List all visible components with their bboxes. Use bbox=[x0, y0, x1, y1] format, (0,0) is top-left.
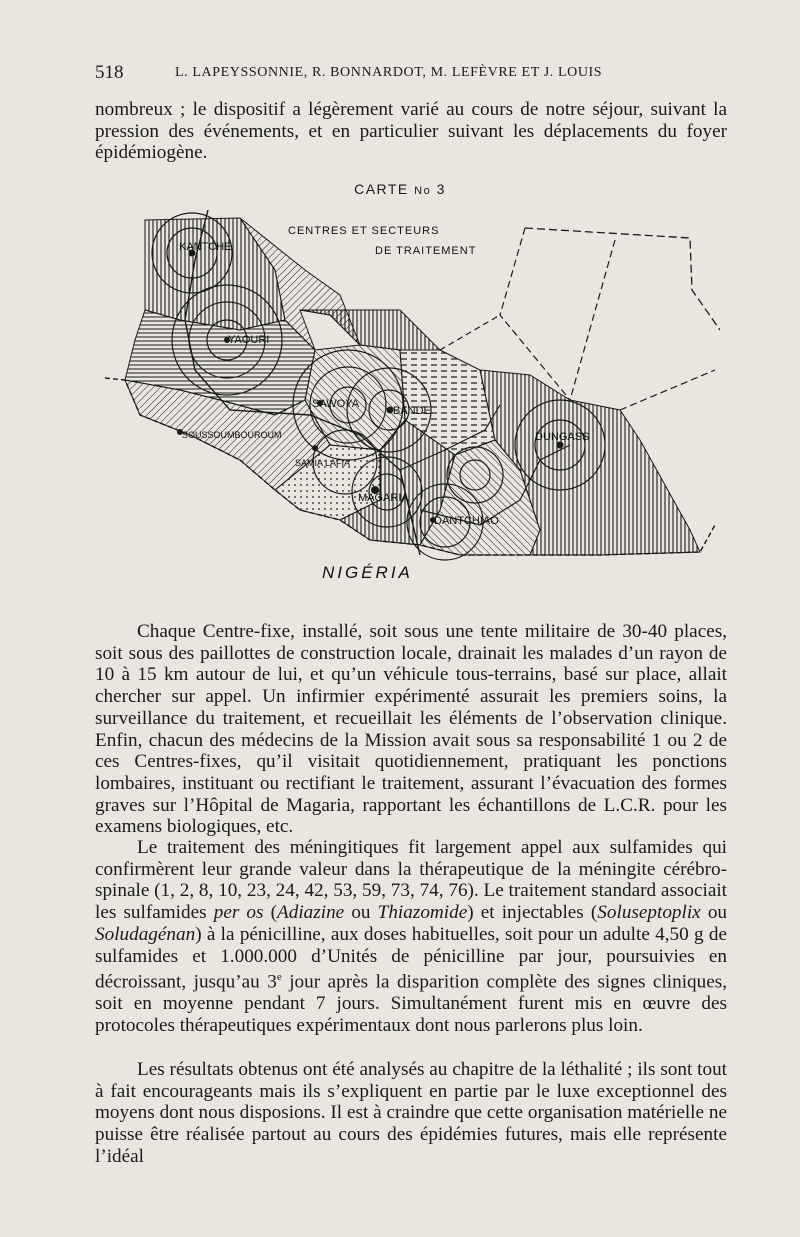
page-number: 518 bbox=[95, 62, 124, 83]
paragraph-2: Chaque Centre-fixe, installé, soit sous une tente militaire de 30-40 places, soit sous des paillottes de construction locale, drainait les malades d’un rayon de 10 à 15 km autour de lui, et qu’un véhicule tous-terrains, basé sur place, allait chercher sur appel. Un infirmier expérimenté assurait les premiers soins, la surveillance du traitement, et recueillait les éléments de l’observation clinique. Enfin, chacun des médecins de la Mission avait sous sa responsabilité 1 ou 2 de ces Centres-fixes, qu’il visitait quotidiennement, pratiquant les ponctions lombaires, instituant ou rectifiant le traitement, assurant l’évacuation des formes graves sur l’Hôpital de Magaria, rapportant les échantillons de L.C.R. pour les examens biologiques, etc. bbox=[95, 621, 727, 838]
map-title-abbrev: No bbox=[414, 185, 432, 197]
label-soussoumbouroum: SOUSSOUMBOUROUM bbox=[182, 430, 282, 440]
map-title-word: CARTE bbox=[354, 181, 409, 197]
p3-per-os: per os bbox=[213, 902, 264, 924]
running-header-authors: L. LAPEYSSONNIE, R. BONNARDOT, M. LEFÈVRE ET J. LOUIS bbox=[175, 65, 603, 80]
label-yaouri: YAOURI bbox=[228, 334, 270, 346]
paragraph-1: nombreux ; le dispositif a légèrement varié au cours de notre séjour, suivant la pression des événements, et en particulier suivant les déplacements du foyer épidémiogène. bbox=[95, 99, 727, 164]
p3-part7: jour après la disparition complète des signes cliniques, soit en moyenne pendant 7 jours. Simultanément furent mis en œuvre des protocoles thérapeutiques expérimentaux dont nous parlerons plus loin. bbox=[95, 971, 728, 1037]
label-sawoya: SAWOYA bbox=[312, 398, 360, 410]
label-magaria: MAGARIA bbox=[358, 492, 409, 504]
p3-soludagenan: Soludagénan bbox=[95, 923, 196, 945]
map-legend-line2: DE TRAITEMENT bbox=[375, 245, 477, 257]
boundary-e bbox=[620, 370, 715, 410]
label-dantchiao: DANTCHIAO bbox=[434, 515, 499, 527]
p3-part3: ou bbox=[344, 902, 378, 924]
p3-adiazine: Adiazine bbox=[277, 902, 345, 924]
p3-part4: ) et injectables ( bbox=[467, 902, 598, 924]
label-dungass: DUNGASS bbox=[535, 431, 590, 443]
sector-kantche bbox=[145, 218, 285, 330]
boundary-ne-3 bbox=[570, 240, 615, 400]
p3-part5: ou bbox=[700, 902, 728, 924]
boundary-ne bbox=[525, 228, 720, 330]
p3-part6: ) à la pénicilline, aux doses habituelles, soit pour un adulte 4,50 g de sulfamides et 1.000.000 d’Unités de pénicilline par jour, poursuivies en décroissant, jusqu’au 3 bbox=[95, 923, 727, 993]
map-legend-line1: CENTRES ET SECTEURS bbox=[288, 225, 440, 237]
p3-part1: Le traitement des méningitiques fit largement appel aux sulfamides qui confirmèrent leur grande valeur dans la thérapeutique de la méningite cérébro-spinale (1, 2, 8, 10, 23, 24, 42, 53, 59, 73, 74, 76). Le traitement standard associait les sulfamides bbox=[95, 837, 727, 924]
running-header bbox=[95, 62, 725, 84]
paragraph-4: Les résultats obtenus ont été analysés au chapitre de la léthalité ; ils sont tout à fait encourageants mais ils s’expliquent en partie par le luxe exceptionnel des moyens dont nous disposions. Il est à craindre que cette organisation matérielle ne puisse être réalisée partout au cours des épidémies futures, mais elle représente l’idéal bbox=[95, 1059, 727, 1167]
paragraph-3 bbox=[95, 837, 727, 1037]
label-bande: BANDE bbox=[393, 405, 431, 417]
label-samia-lafia: SAMIA LAFIA bbox=[295, 458, 351, 468]
p3-thiazomide: Thiazomide bbox=[377, 902, 468, 924]
label-kantche: KANTCHE bbox=[179, 241, 232, 253]
p3-part2: ( bbox=[263, 902, 278, 924]
p3-superscript: e bbox=[276, 971, 282, 984]
map-title-number: 3 bbox=[436, 181, 446, 197]
boundary-sector-line bbox=[440, 315, 500, 350]
label-nigeria: NIGÉRIA bbox=[322, 563, 413, 582]
treatment-sectors-map bbox=[100, 200, 720, 590]
p3-soluseptoplix: Soluseptoplix bbox=[597, 902, 701, 924]
map-title bbox=[0, 181, 800, 197]
sector-north-center bbox=[300, 310, 440, 350]
